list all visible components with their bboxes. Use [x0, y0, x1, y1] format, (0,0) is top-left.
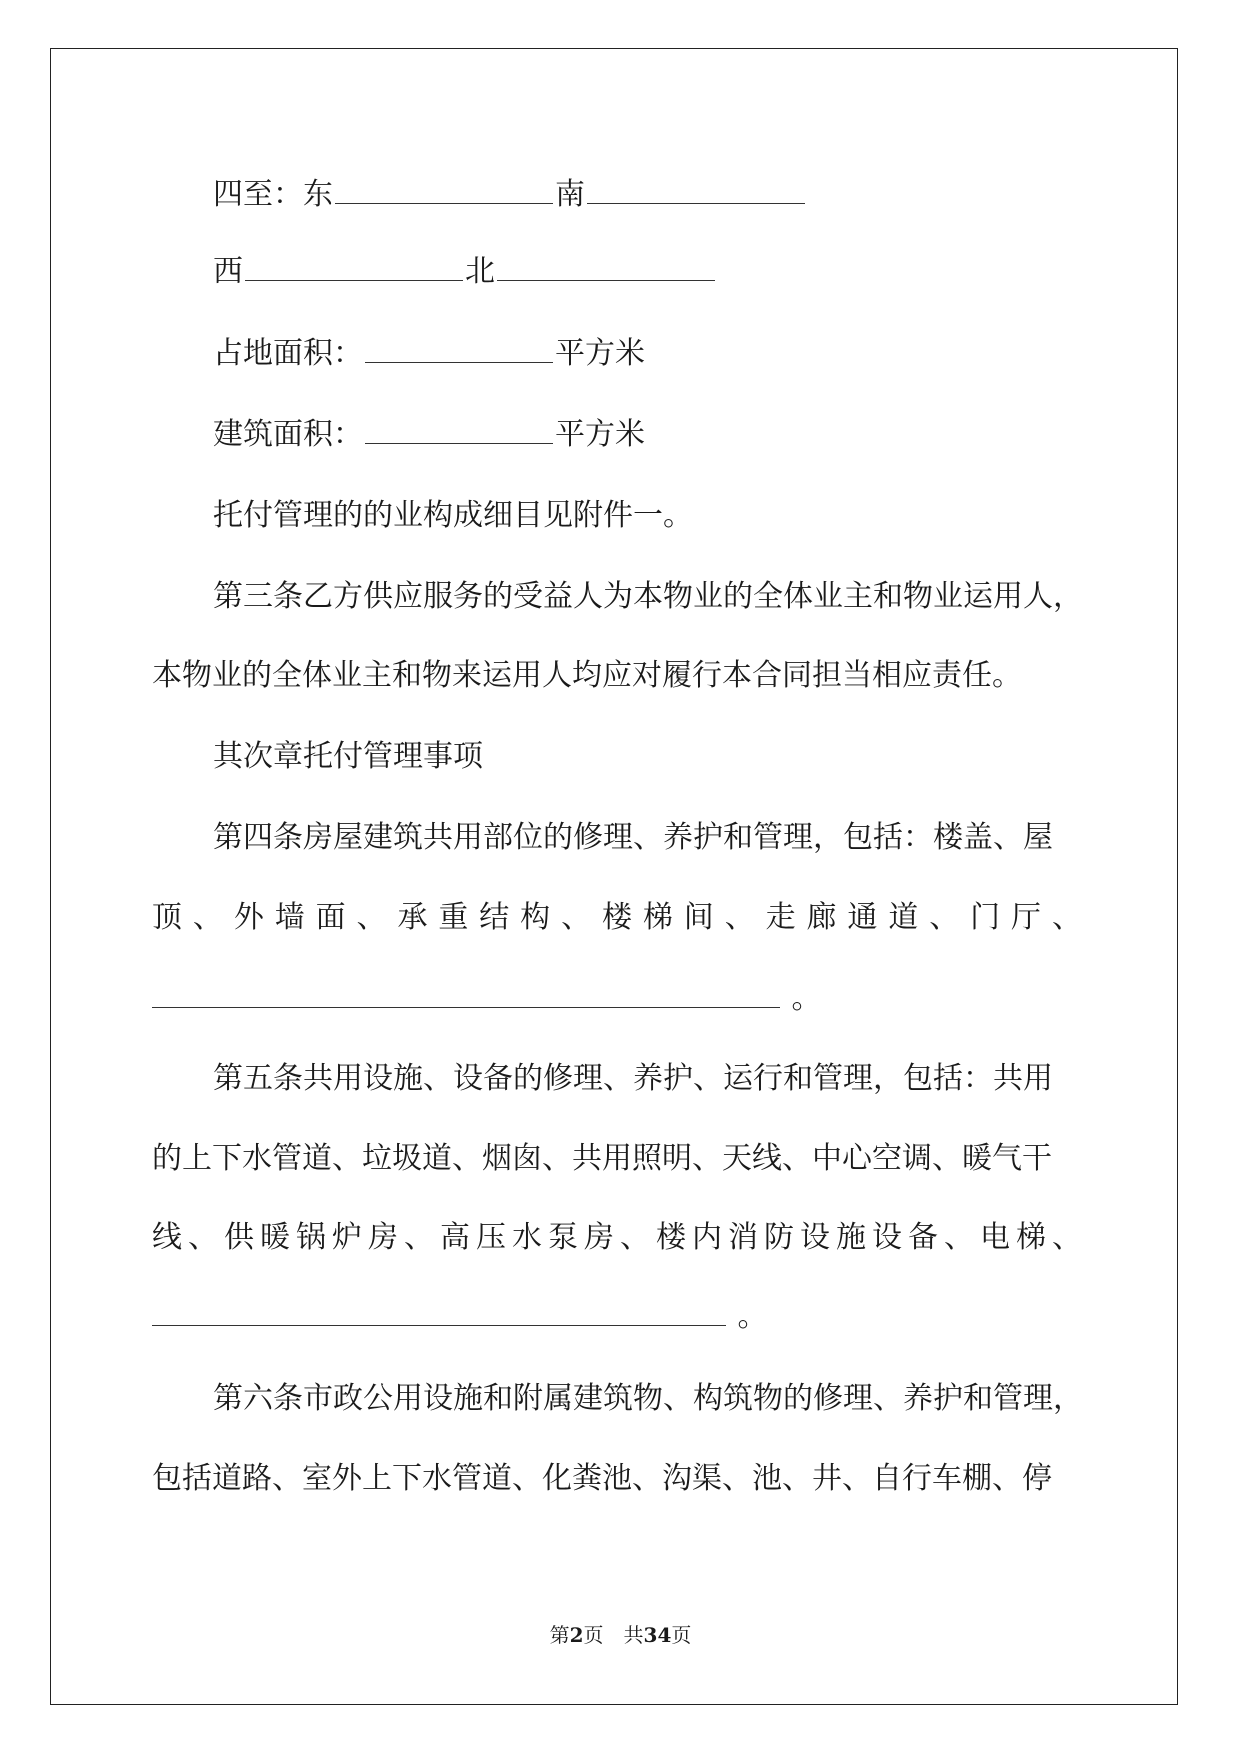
- north-blank: [497, 252, 715, 281]
- article-5-blank: [152, 1297, 726, 1326]
- spread-char: 梯: [1016, 1220, 1046, 1255]
- article-3-line-1: 第三条乙方供应服务的受益人为本物业的全体业主和物业运用人，: [213, 579, 1083, 614]
- spread-char: 、: [1052, 1220, 1082, 1255]
- spread-char: 电: [980, 1220, 1010, 1255]
- chapter-2-heading: 其次章托付管理事项: [213, 739, 483, 774]
- article-4-line-1: 第四条房屋建筑共用部位的修理、养护和管理，包括：楼盖、屋: [213, 820, 1053, 855]
- spread-char: 设: [800, 1220, 830, 1255]
- spread-char: 、: [188, 1220, 218, 1255]
- land-area-label: 占地面积：: [213, 336, 363, 371]
- article-5-line-1: 第五条共用设施、设备的修理、养护、运行和管理，包括：共用: [213, 1061, 1053, 1096]
- spread-char: 、: [1051, 900, 1082, 935]
- spread-char: 、: [356, 900, 387, 935]
- south-blank: [587, 175, 805, 204]
- spread-char: 备: [908, 1220, 938, 1255]
- spread-char: 设: [872, 1220, 902, 1255]
- article-5-line-3: [152, 1218, 1082, 1258]
- spread-char: 、: [944, 1220, 974, 1255]
- managed-detail-paragraph: 托付管理的的业构成细目见附件一。: [213, 498, 693, 533]
- spread-char: 供: [224, 1220, 254, 1255]
- north-label: 北: [465, 254, 495, 289]
- article-4-line-2: [152, 898, 1082, 938]
- article-4-line-3: [152, 979, 822, 1019]
- west-label: 西: [213, 254, 243, 289]
- spread-char: 、: [724, 900, 755, 935]
- spread-char: 墙: [274, 900, 305, 935]
- spread-char: 、: [561, 900, 592, 935]
- spread-char: 通: [847, 900, 878, 935]
- spread-char: 炉: [332, 1220, 362, 1255]
- article-4-blank: [152, 979, 780, 1008]
- building-area-label: 建筑面积：: [213, 417, 363, 452]
- building-area-blank: [365, 415, 553, 444]
- spread-char: 面: [315, 900, 346, 935]
- spread-char: 泵: [548, 1220, 578, 1255]
- footer-total-pages: 34: [643, 1623, 672, 1647]
- spread-char: 重: [438, 900, 469, 935]
- four-bounds-line-2: [213, 252, 717, 292]
- spread-char: 内: [692, 1220, 722, 1255]
- land-area-blank: [365, 334, 553, 363]
- page-border: [50, 48, 1178, 1705]
- page-footer: [0, 1622, 1241, 1648]
- spread-char: 楼: [601, 900, 632, 935]
- spread-char: 锅: [296, 1220, 326, 1255]
- spread-char: 、: [929, 900, 960, 935]
- footer-page-number: 2: [569, 1623, 584, 1647]
- four-bounds-east-label: 四至：东: [213, 177, 333, 212]
- spread-char: 、: [404, 1220, 434, 1255]
- spread-char: 走: [765, 900, 796, 935]
- spread-char: 外: [233, 900, 264, 935]
- spread-char: 间: [683, 900, 714, 935]
- land-area-line: [213, 334, 645, 374]
- spread-char: 门: [970, 900, 1001, 935]
- west-blank: [245, 252, 463, 281]
- building-area-line: [213, 415, 645, 455]
- spread-char: 压: [476, 1220, 506, 1255]
- spread-char: 水: [512, 1220, 542, 1255]
- article-5-line-4: [152, 1297, 768, 1337]
- spread-char: 高: [440, 1220, 470, 1255]
- spread-char: 房: [368, 1220, 398, 1255]
- spread-char: 、: [620, 1220, 650, 1255]
- footer-suffix: 页: [671, 1623, 692, 1647]
- spread-char: 顶: [152, 900, 182, 935]
- article-4-end: 。: [791, 981, 822, 1016]
- spread-char: 线: [152, 1220, 182, 1255]
- spread-char: 施: [836, 1220, 866, 1255]
- spread-char: 承: [397, 900, 428, 935]
- four-bounds-line-1: [213, 175, 807, 215]
- spread-char: 廊: [806, 900, 837, 935]
- spread-char: 房: [584, 1220, 614, 1255]
- article-6-line-1: 第六条市政公用设施和附属建筑物、构筑物的修理、养护和管理，: [213, 1381, 1083, 1416]
- spread-char: 梯: [642, 900, 673, 935]
- spread-char: 厅: [1011, 900, 1042, 935]
- spread-char: 暖: [260, 1220, 290, 1255]
- article-5-line-2: 的上下水管道、垃圾道、烟囱、共用照明、天线、中心空调、暖气干: [152, 1141, 1052, 1176]
- spread-char: 构: [520, 900, 551, 935]
- spread-char: 道: [888, 900, 919, 935]
- spread-char: 防: [764, 1220, 794, 1255]
- article-5-end: 。: [737, 1299, 768, 1334]
- footer-mid: 页 共: [583, 1623, 644, 1647]
- footer-prefix: 第: [549, 1623, 570, 1647]
- east-blank: [335, 175, 553, 204]
- south-label: 南: [555, 177, 585, 212]
- spread-char: 结: [479, 900, 510, 935]
- building-area-unit: 平方米: [555, 417, 645, 452]
- spread-char: 消: [728, 1220, 758, 1255]
- land-area-unit: 平方米: [555, 336, 645, 371]
- article-3-line-2: 本物业的全体业主和物来运用人均应对履行本合同担当相应责任。: [152, 658, 1022, 693]
- spread-char: 、: [192, 900, 223, 935]
- article-6-line-2: 包括道路、室外上下水管道、化粪池、沟渠、池、井、自行车棚、停: [152, 1461, 1052, 1496]
- spread-char: 楼: [656, 1220, 686, 1255]
